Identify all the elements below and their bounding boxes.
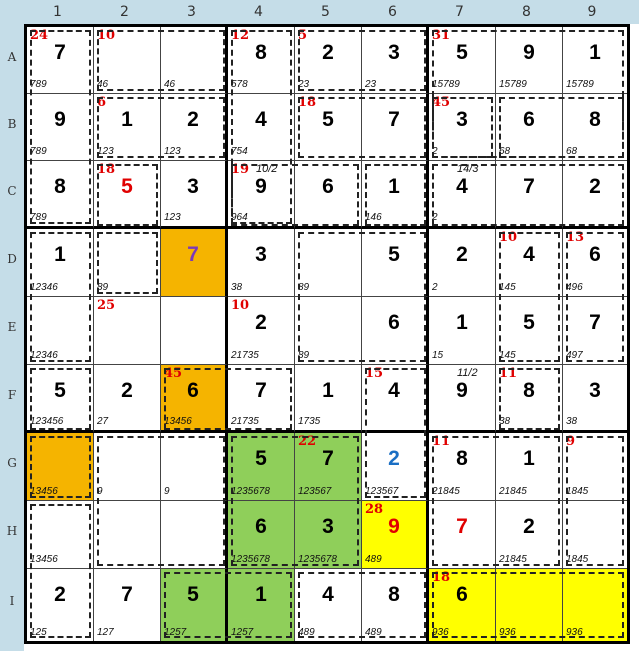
cage-sum: 18 xyxy=(432,570,451,585)
cell-value: 1 xyxy=(121,108,133,131)
cell-I9[interactable] xyxy=(563,569,627,641)
cell-value: 7 xyxy=(388,108,400,131)
cell-value: 9 xyxy=(456,379,468,402)
cell-candidates: 13456 xyxy=(30,486,58,497)
cell-value: 5 xyxy=(187,583,199,606)
cell-candidates: 12346 xyxy=(30,282,58,293)
cell-candidates: 89 xyxy=(298,350,310,361)
column-label-9: 9 xyxy=(587,4,597,20)
cell-E1[interactable] xyxy=(27,297,94,365)
cell-value: 7 xyxy=(322,447,334,470)
cell-E6[interactable] xyxy=(362,297,429,365)
cage-sum: 19 xyxy=(231,162,250,177)
cell-F1[interactable] xyxy=(27,365,94,433)
cell-value: 3 xyxy=(187,175,199,198)
cell-value: 9 xyxy=(523,41,535,64)
cell-E4[interactable] xyxy=(228,297,295,365)
cell-value: 2 xyxy=(523,515,535,538)
cell-value: 9 xyxy=(255,175,267,198)
cell-value: 3 xyxy=(255,243,267,266)
cell-value: 4 xyxy=(523,243,535,266)
cage-sum: 5 xyxy=(298,28,308,43)
cell-candidates: 123 xyxy=(164,146,181,157)
cell-candidates: 23 xyxy=(298,79,310,90)
cell-value: 2 xyxy=(322,41,334,64)
cell-value: 2 xyxy=(54,583,66,606)
cell-H5[interactable] xyxy=(295,501,362,569)
cell-candidates: 1257 xyxy=(164,627,187,638)
cell-B2[interactable] xyxy=(94,94,161,161)
cell-candidates: 145 xyxy=(499,282,516,293)
cell-A4[interactable] xyxy=(228,27,295,94)
cell-D7[interactable] xyxy=(429,229,496,297)
cell-candidates: 2 xyxy=(432,212,438,223)
cage-sum: 10 xyxy=(499,230,518,245)
cell-G6[interactable] xyxy=(362,433,429,501)
cell-candidates: 38 xyxy=(231,282,243,293)
column-label-8: 8 xyxy=(522,4,531,20)
row-label-H: H xyxy=(6,524,18,538)
cell-value: 3 xyxy=(388,41,400,64)
cell-candidates: 123567 xyxy=(365,486,399,497)
cell-value: 2 xyxy=(456,243,468,266)
cell-H8[interactable] xyxy=(496,501,563,569)
column-label-5: 5 xyxy=(321,4,330,20)
cell-H9[interactable] xyxy=(563,501,627,569)
cage-sum: 12 xyxy=(231,28,250,43)
cell-value: 3 xyxy=(322,515,334,538)
cell-value: 8 xyxy=(589,108,601,131)
cell-candidates: 15789 xyxy=(432,79,460,90)
cell-G1[interactable] xyxy=(27,433,94,501)
cell-value: 8 xyxy=(456,447,468,470)
cage-sum: 45 xyxy=(164,366,183,381)
cell-candidates: 789 xyxy=(30,79,47,90)
cell-C3[interactable] xyxy=(161,161,228,229)
cell-candidates: 489 xyxy=(365,627,382,638)
cell-value: 7 xyxy=(121,583,133,606)
cell-E7[interactable] xyxy=(429,297,496,365)
cell-candidates: 9 xyxy=(97,486,103,497)
cell-C6[interactable] xyxy=(362,161,429,229)
cell-candidates: 13456 xyxy=(164,416,192,427)
cell-B6[interactable] xyxy=(362,94,429,161)
cell-value: 7 xyxy=(456,515,468,538)
cell-candidates: 89 xyxy=(298,282,310,293)
cell-note: 14/3 xyxy=(457,163,479,175)
cell-G5[interactable] xyxy=(295,433,362,501)
cage-sum: 10 xyxy=(97,28,116,43)
cell-value: 5 xyxy=(121,175,133,198)
cell-value: 8 xyxy=(54,175,66,198)
row-label-B: B xyxy=(7,116,17,131)
cell-F6[interactable] xyxy=(362,365,429,433)
cell-G7[interactable] xyxy=(429,433,496,501)
cell-B9[interactable] xyxy=(563,94,627,161)
cell-G2[interactable] xyxy=(94,433,161,501)
cell-candidates: 21735 xyxy=(231,416,259,427)
cell-E8[interactable] xyxy=(496,297,563,365)
cell-candidates: 38 xyxy=(566,416,578,427)
cell-G4[interactable] xyxy=(228,433,295,501)
cell-candidates: 9 xyxy=(164,486,170,497)
cell-C1[interactable] xyxy=(27,161,94,229)
cell-F8[interactable] xyxy=(496,365,563,433)
cell-value: 5 xyxy=(255,447,267,470)
cell-A9[interactable] xyxy=(563,27,627,94)
cell-F4[interactable] xyxy=(228,365,295,433)
cage-sum: 15 xyxy=(365,366,384,381)
cell-candidates: 1845 xyxy=(566,486,589,497)
cage-sum: 6 xyxy=(97,95,107,110)
sudoku-grid xyxy=(24,24,630,644)
cage-sum: 45 xyxy=(432,95,451,110)
cell-I2[interactable] xyxy=(94,569,161,641)
cell-E3[interactable] xyxy=(161,297,228,365)
cell-candidates: 936 xyxy=(566,627,583,638)
cell-value: 7 xyxy=(187,243,199,266)
cell-value: 6 xyxy=(187,379,199,402)
cell-value: 1 xyxy=(456,311,468,334)
cell-candidates: 13456 xyxy=(30,554,58,565)
cell-value: 5 xyxy=(456,41,468,64)
cell-F5[interactable] xyxy=(295,365,362,433)
cell-value: 6 xyxy=(456,583,468,606)
cage-sum: 10 xyxy=(231,298,250,313)
cell-B3[interactable] xyxy=(161,94,228,161)
cell-F3[interactable] xyxy=(161,365,228,433)
cell-candidates: 1845 xyxy=(566,554,589,565)
cell-candidates: 936 xyxy=(499,627,516,638)
cell-B1[interactable] xyxy=(27,94,94,161)
cell-value: 1 xyxy=(322,379,334,402)
cell-B5[interactable] xyxy=(295,94,362,161)
cell-value: 4 xyxy=(255,108,267,131)
cage-sum: 9 xyxy=(566,434,576,449)
cell-value: 5 xyxy=(388,243,400,266)
cell-value: 8 xyxy=(523,379,535,402)
cell-candidates: 1235678 xyxy=(231,554,270,565)
cell-value: 2 xyxy=(255,311,267,334)
cell-H2[interactable] xyxy=(94,501,161,569)
cell-I5[interactable] xyxy=(295,569,362,641)
cell-value: 4 xyxy=(388,379,400,402)
cage-sum: 11 xyxy=(432,434,451,449)
row-label-A: A xyxy=(7,49,17,64)
cell-candidates: 489 xyxy=(298,627,315,638)
cell-value: 1 xyxy=(54,243,66,266)
cell-A3[interactable] xyxy=(161,27,228,94)
cell-candidates: 46 xyxy=(97,79,109,90)
cell-value: 1 xyxy=(589,41,601,64)
cell-C4[interactable] xyxy=(228,161,295,229)
cell-candidates: 145 xyxy=(499,350,516,361)
cell-C9[interactable] xyxy=(563,161,627,229)
cell-value: 4 xyxy=(322,583,334,606)
cell-note: 10/2 xyxy=(256,163,278,175)
row-label-E: E xyxy=(7,320,17,334)
cage-sum: 31 xyxy=(432,28,451,43)
cage-sum: 18 xyxy=(298,95,317,110)
cell-value: 6 xyxy=(523,108,535,131)
cell-value: 3 xyxy=(589,379,601,402)
cell-note: 11/2 xyxy=(457,367,478,379)
cell-value: 1 xyxy=(523,447,535,470)
cell-candidates: 46 xyxy=(164,79,176,90)
cell-candidates: 21735 xyxy=(231,350,259,361)
cell-value: 8 xyxy=(388,583,400,606)
cell-candidates: 21845 xyxy=(499,486,527,497)
cell-candidates: 27 xyxy=(97,416,109,427)
cage-sum: 28 xyxy=(365,502,384,517)
cell-value: 8 xyxy=(255,41,267,64)
cage-sum: 24 xyxy=(30,28,49,43)
cell-candidates: 123 xyxy=(97,146,114,157)
cell-F7[interactable] xyxy=(429,365,496,433)
cell-D9[interactable] xyxy=(563,229,627,297)
cell-I4[interactable] xyxy=(228,569,295,641)
cell-candidates: 68 xyxy=(499,146,511,157)
row-label-D: D xyxy=(7,252,17,266)
row-label-G: G xyxy=(7,456,17,470)
cell-candidates: 68 xyxy=(566,146,578,157)
cell-candidates: 127 xyxy=(97,627,114,638)
cell-B7[interactable] xyxy=(429,94,496,161)
cell-candidates: 15789 xyxy=(566,79,594,90)
cell-value: 7 xyxy=(589,311,601,334)
cell-G3[interactable] xyxy=(161,433,228,501)
column-label-1: 1 xyxy=(53,4,62,20)
cell-C8[interactable] xyxy=(496,161,563,229)
cell-candidates: 2 xyxy=(432,282,438,293)
row-label-C: C xyxy=(7,184,17,198)
cell-value: 9 xyxy=(54,108,66,131)
cell-value: 1 xyxy=(255,583,267,606)
cell-I6[interactable] xyxy=(362,569,429,641)
cell-value: 7 xyxy=(523,175,535,198)
cell-candidates: 21845 xyxy=(432,486,460,497)
cell-D5[interactable] xyxy=(295,229,362,297)
cell-candidates: 964 xyxy=(231,212,248,223)
cell-candidates: 1735 xyxy=(298,416,321,427)
cell-B4[interactable] xyxy=(228,94,295,161)
cell-C7[interactable] xyxy=(429,161,496,229)
column-label-2: 2 xyxy=(120,4,129,20)
cell-candidates: 497 xyxy=(566,350,583,361)
cell-candidates: 146 xyxy=(365,212,382,223)
cell-H4[interactable] xyxy=(228,501,295,569)
cell-candidates: 89 xyxy=(97,282,109,293)
column-label-6: 6 xyxy=(388,4,397,20)
cell-candidates: 15 xyxy=(432,350,444,361)
cage-sum: 13 xyxy=(566,230,585,245)
cell-candidates: 789 xyxy=(30,212,47,223)
cell-value: 4 xyxy=(456,175,468,198)
row-label-F: F xyxy=(7,388,17,402)
cell-D4[interactable] xyxy=(228,229,295,297)
cell-candidates: 1235678 xyxy=(231,486,270,497)
cell-candidates: 125 xyxy=(30,627,47,638)
cell-H6[interactable] xyxy=(362,501,429,569)
cell-value: 5 xyxy=(54,379,66,402)
cell-candidates: 936 xyxy=(432,627,449,638)
cell-candidates: 489 xyxy=(365,554,382,565)
cell-B8[interactable] xyxy=(496,94,563,161)
cell-value: 5 xyxy=(523,311,535,334)
cell-F9[interactable] xyxy=(563,365,627,433)
cell-D1[interactable] xyxy=(27,229,94,297)
cell-A5[interactable] xyxy=(295,27,362,94)
cell-D8[interactable] xyxy=(496,229,563,297)
cell-A2[interactable] xyxy=(94,27,161,94)
cell-candidates: 1257 xyxy=(231,627,254,638)
cage-sum: 22 xyxy=(298,434,317,449)
cell-I7[interactable] xyxy=(429,569,496,641)
cell-candidates: 789 xyxy=(30,146,47,157)
cell-A6[interactable] xyxy=(362,27,429,94)
cell-value: 7 xyxy=(255,379,267,402)
cell-candidates: 754 xyxy=(231,146,248,157)
cell-value: 6 xyxy=(589,243,601,266)
cell-C2[interactable] xyxy=(94,161,161,229)
cage-sum: 25 xyxy=(97,298,116,313)
cell-G8[interactable] xyxy=(496,433,563,501)
cell-candidates: 21845 xyxy=(499,554,527,565)
cell-D3[interactable] xyxy=(161,229,228,297)
cell-G9[interactable] xyxy=(563,433,627,501)
cell-A7[interactable] xyxy=(429,27,496,94)
column-label-4: 4 xyxy=(254,4,263,20)
cell-value: 6 xyxy=(322,175,334,198)
cell-candidates: 38 xyxy=(499,416,511,427)
cell-I3[interactable] xyxy=(161,569,228,641)
cell-A1[interactable] xyxy=(27,27,94,94)
cell-value: 5 xyxy=(322,108,334,131)
cell-F2[interactable] xyxy=(94,365,161,433)
cell-value: 2 xyxy=(589,175,601,198)
cell-E5[interactable] xyxy=(295,297,362,365)
cell-E2[interactable] xyxy=(94,297,161,365)
cell-candidates: 123567 xyxy=(298,486,332,497)
cell-value: 6 xyxy=(255,515,267,538)
cell-H1[interactable] xyxy=(27,501,94,569)
cell-value: 2 xyxy=(121,379,133,402)
cell-value: 3 xyxy=(456,108,468,131)
column-label-7: 7 xyxy=(455,4,464,20)
cell-D6[interactable] xyxy=(362,229,429,297)
cell-candidates: 23 xyxy=(365,79,377,90)
row-label-I: I xyxy=(9,594,15,608)
cell-H7[interactable] xyxy=(429,501,496,569)
cell-value: 9 xyxy=(388,515,400,538)
cage-sum: 18 xyxy=(97,162,116,177)
cell-D2[interactable] xyxy=(94,229,161,297)
cell-value: 6 xyxy=(388,311,400,334)
cell-E9[interactable] xyxy=(563,297,627,365)
cell-candidates: 2 xyxy=(432,146,438,157)
cell-I1[interactable] xyxy=(27,569,94,641)
cell-H3[interactable] xyxy=(161,501,228,569)
cell-candidates: 123 xyxy=(164,212,181,223)
cell-candidates: 1235678 xyxy=(298,554,337,565)
cell-candidates: 496 xyxy=(566,282,583,293)
cell-value: 2 xyxy=(388,447,400,470)
cage-sum: 11 xyxy=(499,366,518,381)
cell-C5[interactable] xyxy=(295,161,362,229)
cell-A8[interactable] xyxy=(496,27,563,94)
cell-candidates: 123456 xyxy=(30,416,64,427)
cell-candidates: 578 xyxy=(231,79,248,90)
cell-candidates: 15789 xyxy=(499,79,527,90)
cell-value: 1 xyxy=(388,175,400,198)
column-label-3: 3 xyxy=(187,4,196,20)
cell-value: 2 xyxy=(187,108,199,131)
cell-I8[interactable] xyxy=(496,569,563,641)
cell-value: 7 xyxy=(54,41,66,64)
cell-candidates: 12346 xyxy=(30,350,58,361)
